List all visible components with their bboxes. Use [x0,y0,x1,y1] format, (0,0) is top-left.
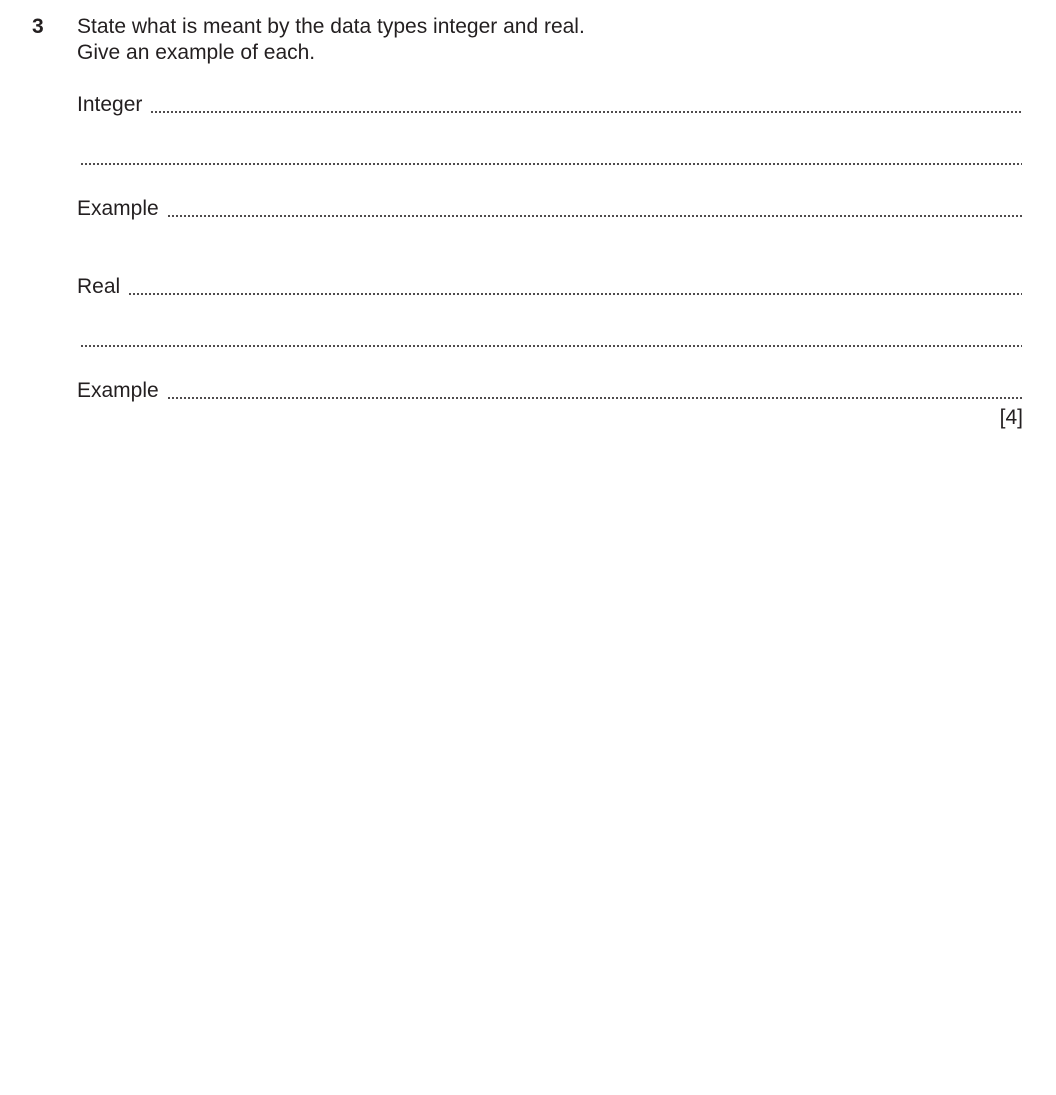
integer-answer-field[interactable] [150,111,1022,113]
integer-label: Integer [77,93,143,116]
answer-line-integer [77,92,1022,118]
real-example-label: Example [77,379,159,402]
answer-line-real [77,274,1022,300]
stem-line-2: Give an example of each. [77,41,316,64]
stem-line-1: State what is meant by the data types integer and real. [77,15,585,38]
real-label: Real [77,275,121,298]
integer-example-label: Example [77,197,159,220]
answer-line-integer-example [77,196,1022,222]
real-answer-field-continued[interactable] [80,345,1022,347]
question-stem [77,14,1017,66]
marks-allocation: [4] [999,406,1023,429]
answer-line-integer-continued [77,144,1022,170]
question-number: 3 [32,15,44,38]
real-answer-field[interactable] [128,293,1022,295]
real-example-field[interactable] [167,397,1022,399]
answer-line-real-continued [77,326,1022,352]
integer-example-field[interactable] [167,215,1022,217]
integer-answer-field-continued[interactable] [80,163,1022,165]
answer-line-real-example [77,378,1022,404]
